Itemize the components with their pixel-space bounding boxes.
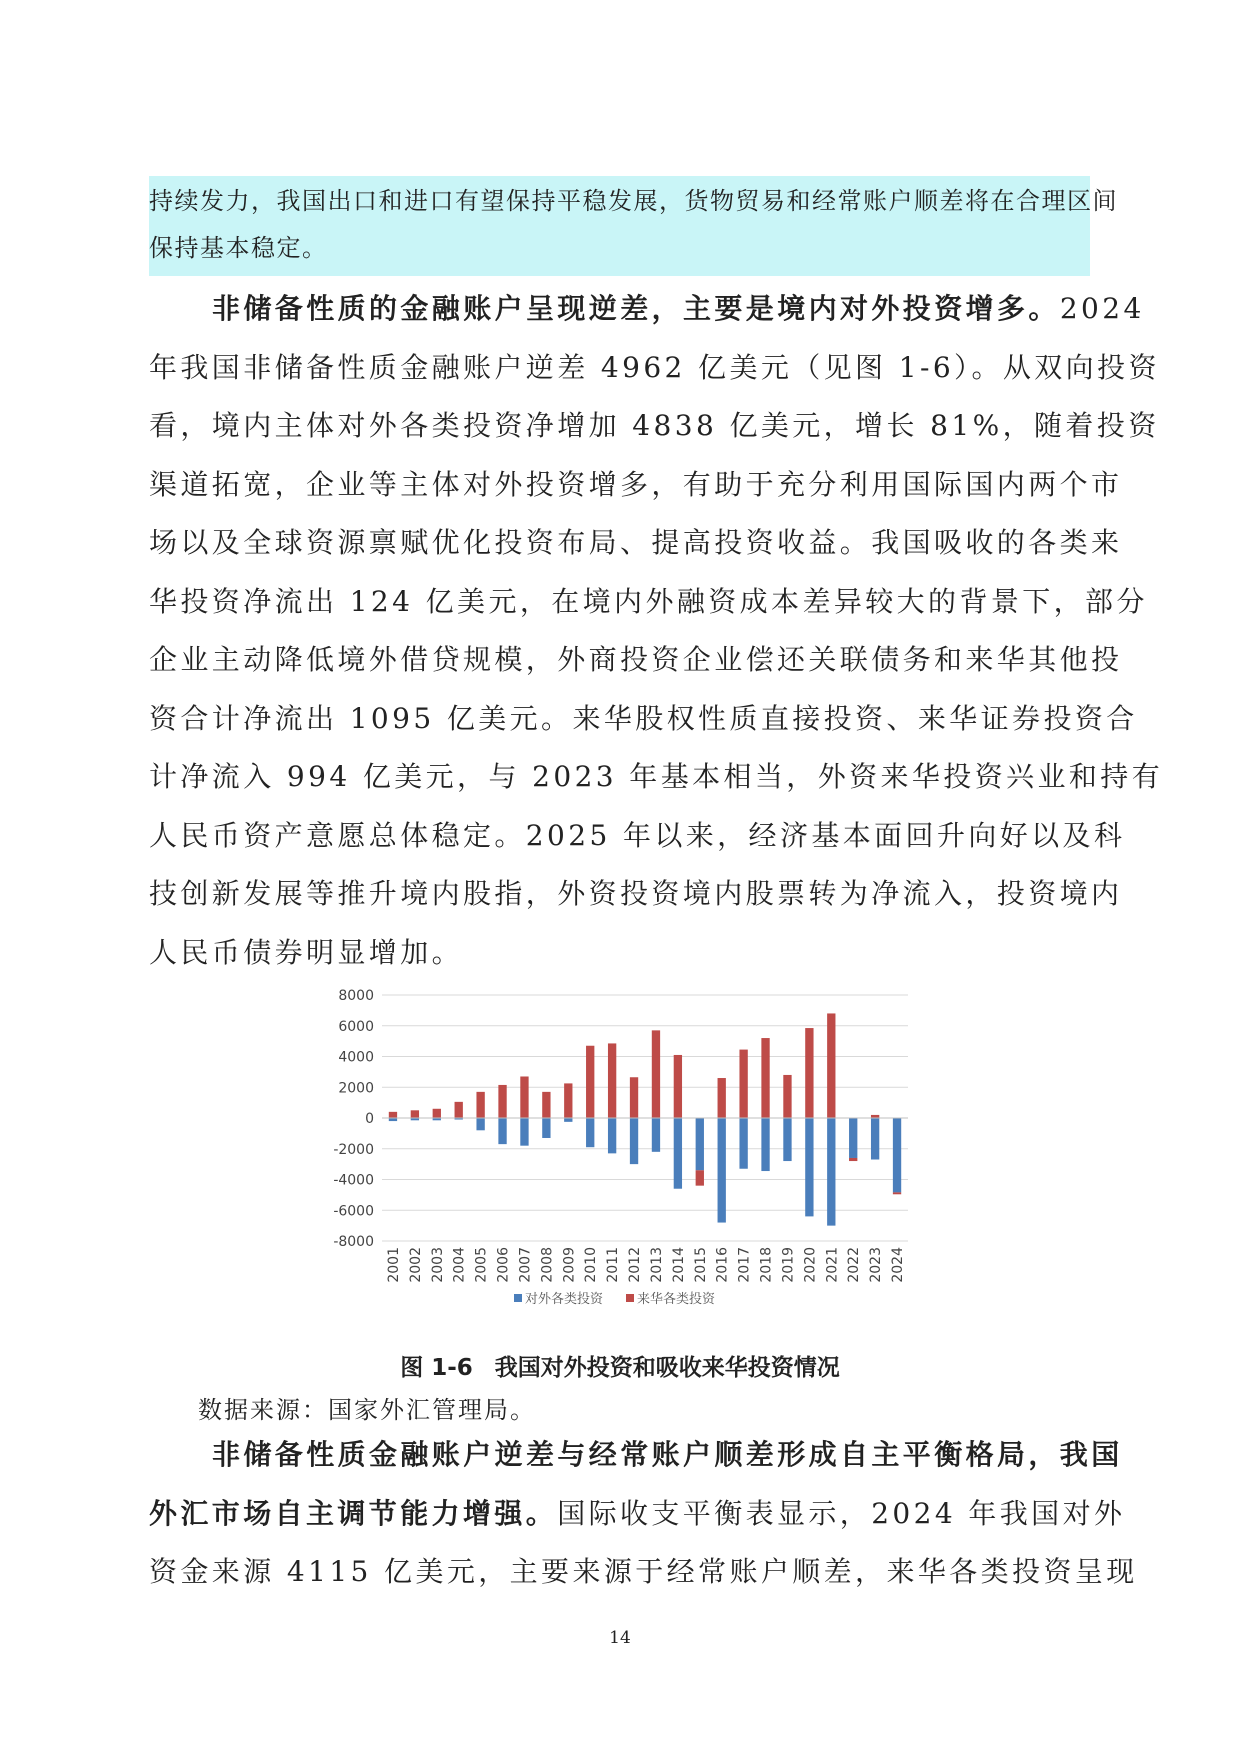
bar-outward-2021 — [827, 1118, 835, 1226]
bar-inward-2011 — [608, 1043, 616, 1118]
paragraph-1-line-4: 渠道拓宽，企业等主体对外投资增多，有助于充分利用国际国内两个市 — [149, 467, 1123, 501]
paragraph-1-lead: 非储备性质的金融账户呈现逆差，主要是境内对外投资增多。 — [212, 292, 1060, 325]
x-tick-label: 2013 — [648, 1247, 665, 1283]
paragraph-2-line-2-rest: 国际收支平衡表显示，2024 年我国对外 — [557, 1496, 1126, 1530]
data-source-note: 数据来源：国家外汇管理局。 — [198, 1396, 536, 1424]
legend-label: 来华各类投资 — [637, 1292, 716, 1307]
x-tick-label: 2021 — [824, 1247, 841, 1283]
legend-label: 对外各类投资 — [525, 1292, 604, 1307]
bar-outward-2006 — [498, 1118, 506, 1144]
investment-bar-chart — [320, 985, 920, 1330]
paragraph-1-line-2: 年我国非储备性质金融账户逆差 4962 亿美元（见图 1-6）。从双向投资 — [149, 350, 1160, 384]
bar-inward-2015 — [696, 1170, 704, 1185]
x-tick-label: 2019 — [780, 1247, 797, 1283]
y-tick-label: -4000 — [333, 1172, 374, 1189]
paragraph-2-line-3: 资金来源 4115 亿美元，主要来源于经常账户顺差，来华各类投资呈现 — [149, 1555, 1138, 1588]
x-tick-label: 2014 — [670, 1247, 687, 1283]
x-tick-label: 2002 — [407, 1247, 424, 1283]
x-tick-label: 2015 — [692, 1247, 709, 1283]
x-tick-label: 2018 — [758, 1247, 775, 1283]
paragraph-1-line-8: 资合计净流出 1095 亿美元。来华股权性质直接投资、来华证券投资合 — [149, 701, 1138, 735]
bar-outward-2020 — [805, 1118, 813, 1216]
x-tick-label: 2008 — [539, 1247, 556, 1283]
x-tick-label: 2020 — [802, 1247, 819, 1283]
bar-outward-2016 — [718, 1118, 726, 1223]
paragraph-1-line-5: 场以及全球资源禀赋优化投资布局、提高投资收益。我国吸收的各类来 — [149, 526, 1123, 559]
bar-outward-2012 — [630, 1118, 638, 1164]
y-tick-label: -8000 — [333, 1234, 374, 1250]
bar-inward-2018 — [761, 1038, 769, 1118]
bar-inward-2007 — [520, 1076, 528, 1118]
bar-outward-2022 — [849, 1118, 857, 1158]
bar-outward-2017 — [739, 1118, 747, 1169]
y-tick-label: -2000 — [333, 1141, 374, 1158]
bar-outward-2019 — [783, 1118, 791, 1161]
bar-outward-2007 — [520, 1118, 528, 1146]
paragraph-2-line-2 — [149, 1485, 1126, 1544]
bar-outward-2018 — [761, 1118, 769, 1171]
highlight-line-1: 持续发力，我国出口和进口有望保持平稳发展，货物贸易和经常账户顺差将在合理区间 — [149, 187, 1118, 215]
bar-inward-2003 — [433, 1109, 441, 1118]
paragraph-1-line-9: 计净流入 994 亿美元，与 2023 年基本相当，外资来华投资兴业和持有 — [149, 760, 1164, 793]
paragraph-1-line-7: 企业主动降低境外借贷规模，外商投资企业偿还关联债务和来华其他投 — [149, 643, 1123, 676]
paragraph-1-line-10: 人民币资产意愿总体稳定。2025 年以来，经济基本面回升向好以及科 — [149, 818, 1126, 852]
x-tick-label: 2006 — [495, 1247, 512, 1283]
bar-inward-2010 — [586, 1046, 594, 1118]
bar-outward-2009 — [564, 1118, 572, 1122]
y-tick-label: 6000 — [338, 1018, 374, 1035]
x-tick-label: 2011 — [605, 1247, 622, 1283]
bar-inward-2005 — [476, 1092, 484, 1118]
bar-inward-2012 — [630, 1077, 638, 1118]
bar-inward-2009 — [564, 1083, 572, 1118]
paragraph-2-line-1: 非储备性质金融账户逆差与经常账户顺差形成自主平衡格局，我国 — [212, 1438, 1123, 1471]
x-tick-label: 2024 — [890, 1247, 907, 1283]
paragraph-1-line-3: 看，境内主体对外各类投资净增加 4838 亿美元，增长 81%，随着投资 — [149, 409, 1160, 442]
bar-inward-2006 — [498, 1085, 506, 1118]
bar-outward-2005 — [476, 1118, 484, 1130]
paragraph-1-line-11: 技创新发展等推升境内股指，外资投资境内股票转为净流入，投资境内 — [149, 877, 1123, 910]
bar-inward-2017 — [739, 1050, 747, 1118]
bar-outward-2015 — [696, 1118, 704, 1170]
bar-outward-2011 — [608, 1118, 616, 1153]
bar-inward-2004 — [455, 1102, 463, 1118]
bar-outward-2014 — [674, 1118, 682, 1189]
y-tick-label: 4000 — [338, 1049, 374, 1066]
x-tick-label: 2016 — [714, 1247, 731, 1283]
bar-outward-2010 — [586, 1118, 594, 1147]
x-tick-label: 2001 — [385, 1247, 402, 1283]
figure-number: 图 1-6 — [400, 1355, 473, 1381]
x-tick-label: 2012 — [627, 1247, 644, 1283]
bar-inward-2016 — [718, 1078, 726, 1118]
paragraph-2 — [149, 1426, 1138, 1602]
y-tick-label: 2000 — [338, 1080, 374, 1097]
highlight-line-2: 保持基本稳定。 — [149, 234, 328, 262]
paragraph-1-line-6: 华投资净流出 124 亿美元，在境内外融资成本差异较大的背景下，部分 — [149, 584, 1148, 618]
bar-inward-2002 — [411, 1110, 419, 1118]
bar-inward-2020 — [805, 1028, 813, 1118]
bar-inward-2024 — [893, 1192, 901, 1194]
bar-inward-2019 — [783, 1075, 791, 1118]
paragraph-1 — [149, 280, 1164, 982]
x-tick-label: 2005 — [473, 1247, 490, 1283]
x-tick-label: 2003 — [429, 1247, 446, 1283]
paragraph-2-lead-end: 外汇市场自主调节能力增强。 — [149, 1496, 558, 1530]
bar-outward-2013 — [652, 1118, 660, 1152]
paragraph-1-line-12: 人民币债券明显增加。 — [149, 935, 464, 969]
bar-inward-2013 — [652, 1030, 660, 1118]
bar-inward-2008 — [542, 1092, 550, 1118]
legend-swatch — [514, 1294, 522, 1302]
bar-outward-2024 — [893, 1118, 901, 1192]
page-number: 14 — [609, 1628, 631, 1648]
bar-inward-2021 — [827, 1013, 835, 1118]
bar-inward-2001 — [389, 1112, 397, 1118]
bar-outward-2008 — [542, 1118, 550, 1138]
x-tick-label: 2004 — [451, 1247, 468, 1283]
y-tick-label: -6000 — [333, 1203, 374, 1220]
paragraph-1-line-1-rest: 2024 — [1059, 292, 1145, 325]
bar-inward-2022 — [849, 1158, 857, 1161]
legend-swatch — [626, 1294, 634, 1302]
bar-inward-2014 — [674, 1055, 682, 1118]
bar-outward-2023 — [871, 1118, 879, 1160]
x-tick-label: 2017 — [736, 1247, 753, 1283]
figure-caption — [0, 1349, 1240, 1382]
paragraph-1-line-1 — [149, 280, 1145, 339]
x-tick-label: 2023 — [868, 1247, 885, 1283]
y-tick-label: 8000 — [338, 988, 374, 1004]
x-tick-label: 2009 — [561, 1247, 578, 1283]
y-tick-label: 0 — [365, 1111, 374, 1127]
x-tick-label: 2007 — [517, 1247, 534, 1283]
figure-title: 我国对外投资和吸收来华投资情况 — [494, 1355, 840, 1381]
x-tick-label: 2010 — [583, 1247, 600, 1283]
x-tick-label: 2022 — [846, 1247, 863, 1283]
